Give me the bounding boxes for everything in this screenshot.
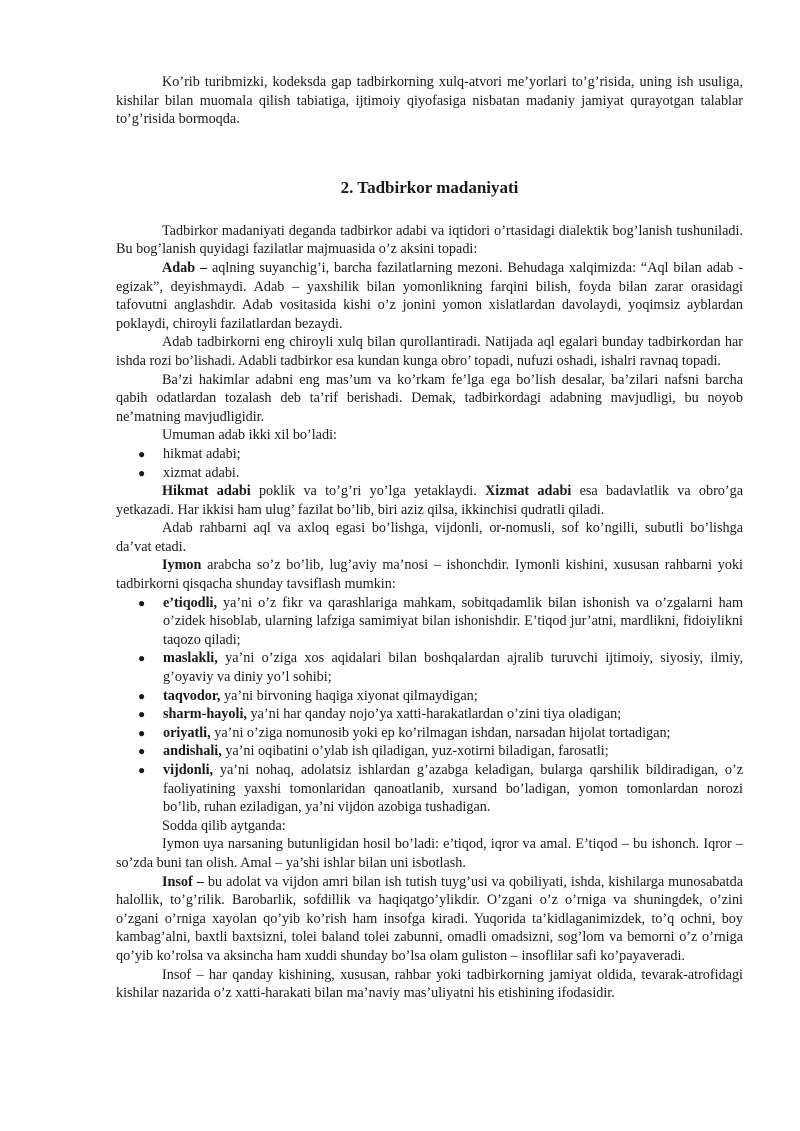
adab-text: aqlning suyanchig’i, barcha fazilatlarning mezoni. Behudaga xalqimizda: “Aql bilan adab - egizak”, deyishmaydi. Adab – yaxshilik bilan yomonlikning farqini bilish, foyda bilan zarar orasidagi tafovutni anglashdir. Adab vositasida kishi o’z jonini yomon xislatlardan davolaydi, yoqimsiz ayblardan poklaydi, chiroyli fazilatlardan bezaydi. bbox=[116, 259, 743, 332]
term-insof: Insof – bbox=[162, 873, 204, 890]
list-item-term: oriyatli, bbox=[163, 724, 211, 741]
bullet-icon: ● bbox=[138, 595, 146, 610]
list-item-term: taqvodor, bbox=[163, 687, 221, 704]
list-item-text: ya’ni nohaq, adolatsiz ishlardan g’azabga keladigan, bularga qarshilik bildiradigan, o’z faoliyatining yaxshi tomonlaridan qanoatlanib, xursand bo’ladigan, yomon tomonlardan norozi bo’lib, ruhan eziladigan, ya’ni vijdon azobiga tushadigan. bbox=[163, 762, 743, 816]
list-item-text: ya’ni birvoning haqiga xiyonat qilmaydigan; bbox=[220, 687, 478, 704]
list-item-term: vijdonli, bbox=[163, 762, 214, 778]
list-item-term: maslakli, bbox=[163, 650, 218, 667]
term-adab: Adab – bbox=[162, 259, 208, 276]
list-item bbox=[116, 724, 743, 743]
list-item bbox=[116, 594, 743, 650]
list-item bbox=[116, 445, 743, 464]
bullet-icon: ● bbox=[138, 763, 146, 777]
insof-text: bu adolat va vijdon amri bilan ish tutish tuyg’usi va qobiliyati, ishda, kishilarga munosabatda halollik, to’g’rilik. Barobarlik, sofdillik va haqiqatgo’ylikdir. O’zgani o’z o’rniga va shuningdek, o’zini o’zgani o’rniga xayolan qo’yib ko’rish ham insofga kiradi. Yuqorida ta’kidlaganimizdek, to’q ochni, boy kambag’alni, baxtli baxtsizni, tolei baland tolei zabunni, omadli omadsizni, sog’lom va bemorni o’z o’rniga qo’yib ko’rolsa va aksincha ham xuddi shunday bo’lsa olam guliston – insoflilar safi ko’payaveradi. bbox=[116, 873, 743, 964]
list-item bbox=[116, 687, 743, 706]
paragraph-summary-intro: Sodda qilib aytganda: bbox=[162, 817, 286, 834]
list-item bbox=[116, 649, 743, 686]
list-item-text: ya’ni har qanday nojo’ya xatti-harakatlardan o’zini tiya oladigan; bbox=[246, 706, 622, 723]
bullet-icon: ● bbox=[138, 651, 146, 666]
list-item-text: ya’ni oqibatini o’ylab ish qiladigan, yuz-xotirni biladigan, farosatli; bbox=[221, 743, 609, 760]
paragraph-hikmat bbox=[116, 482, 743, 519]
iymon-text: arabcha so’z bo’lib, lug’aviy ma’nosi – ishonchdir. Iymonli kishini, xususan rahbarni yoki tadbirkorni qisqacha shunday tavsiflash mumkin: bbox=[116, 557, 743, 593]
list-item-term: e’tiqodli, bbox=[163, 594, 217, 611]
hikmat-text: poklik va to’g’ri yo’lga yetaklaydi. bbox=[250, 483, 486, 500]
term-iymon: Iymon bbox=[162, 557, 202, 574]
paragraph-insof-definition: Insof – har qanday kishining, xususan, rahbar yoki tadbirkorning jamiyat oldida, tevarak-atrofidagi kishilar nazarida o’z xatti-harakati bilan ma’naviy mas’uliyatni his etishining ifodasidir. bbox=[116, 966, 743, 1002]
list-item-text: ya’ni o’z fikr va qarashlariga mahkam, sobitqadamlik bilan ishonish va o’zgalarni ham o’zidek hisoblab, ularning lafziga samimiyat bilan ishonishdir. E’tiqod jur’atni, mardlikni, fidoiylikni taqozo qiladi; bbox=[163, 594, 743, 648]
paragraph-definition: Tadbirkor madaniyati deganda tadbirkor adabi va iqtidori o’rtasidagi dialektik bog’lanish tushuniladi. Bu bog’lanish quyidagi fazilatlar majmuasida o’z aksini topadi: bbox=[116, 222, 743, 258]
paragraph-adab-rahbar: Adab rahbarni aql va axloq egasi bo’lishga, vijdonli, or-nomusli, sof ko’ngilli, subutli bo’lishga da’vat etadi. bbox=[116, 520, 743, 555]
bullet-icon: ● bbox=[138, 688, 146, 703]
adab-types-list bbox=[116, 445, 743, 482]
list-item-text: hikmat adabi; bbox=[163, 445, 241, 462]
paragraph-iymon-parts: Iymon uya narsaning butunligidan hosil bo’ladi: e’tiqod, iqror va amal. E’tiqod – bu ishonch. Iqror – so’zda buni tan olish. Amal – ya’shi ishlar bilan uni isbotlash. bbox=[116, 836, 743, 871]
paragraph-insof bbox=[116, 873, 743, 966]
bullet-icon: ● bbox=[138, 446, 146, 461]
list-item-text: xizmat adabi. bbox=[163, 464, 240, 481]
list-item-term: sharm-hayoli, bbox=[163, 706, 247, 723]
bullet-icon: ● bbox=[138, 744, 146, 759]
term-xizmat-adabi: Xizmat adabi bbox=[485, 483, 572, 500]
bullet-icon: ● bbox=[138, 725, 146, 740]
paragraph-adab bbox=[116, 259, 743, 333]
iymon-qualities-list bbox=[116, 594, 743, 817]
list-item bbox=[116, 705, 743, 724]
list-item-text: ya’ni o’ziga xos aqidalari bilan boshqalardan ajralib turuvchi ijtimoiy, siyosiy, ilmiy, g’oyaviy va diniy yo’l sohibi; bbox=[163, 650, 743, 686]
list-item bbox=[116, 742, 743, 761]
paragraph-iymon bbox=[116, 556, 743, 593]
xizmat-text: esa badavlatlik va obro’ga yetkazadi. Har ikkisi ham ulug’ fazilat bo’lib, biri aziz qilsa, ikkinchisi qudratli qiladi. bbox=[116, 483, 744, 518]
bullet-icon: ● bbox=[138, 707, 146, 722]
bullet-icon: ● bbox=[138, 465, 146, 480]
paragraph-adab-types-intro: Umuman adab ikki xil bo’ladi: bbox=[162, 427, 337, 444]
paragraph-hakimlar: Ba’zi hakimlar adabni eng mas’um va ko’rkam fe’lga ega bo’lish desalar, ba’zilari nafsni barcha qabih odatlardan tozalash deb ta’rif berishadi. Demak, tadbirkordagi adabning mavjudligi, bu noyob ne’matning mavjudligidir. bbox=[116, 371, 743, 425]
list-item bbox=[116, 761, 743, 817]
list-item bbox=[116, 464, 743, 483]
term-hikmat-adabi: Hikmat adabi bbox=[162, 483, 251, 500]
paragraph-adab-virtue: Adab tadbirkorni eng chiroyli xulq bilan qurollantiradi. Natijada aql egalari bunday tadbirkordan har ishda rozi bo’lishadi. Adabli tadbirkor esa kundan kunga obro’ topadi, nufuzi oshadi, ishalri ravnaq topadi. bbox=[116, 334, 743, 369]
list-item-text: ya’ni o’ziga nomunosib yoki ep ko’rilmagan ishdan, narsadan hijolat tortadigan; bbox=[210, 724, 671, 741]
section-heading: 2. Tadbirkor madaniyati bbox=[340, 177, 519, 197]
intro-paragraph: Ko’rib turibmizki, kodeksda gap tadbirkorning xulq-atvori me’yorlari to’g’risida, uning ish usuliga, kishilar bilan muomala qilish tabiatiga, ijtimoiy qiyofasiga nisbatan madaniy jamiyat qurayotgan talablar to’g’risida bormoqda. bbox=[116, 74, 743, 128]
list-item-term: andishali, bbox=[163, 743, 222, 760]
